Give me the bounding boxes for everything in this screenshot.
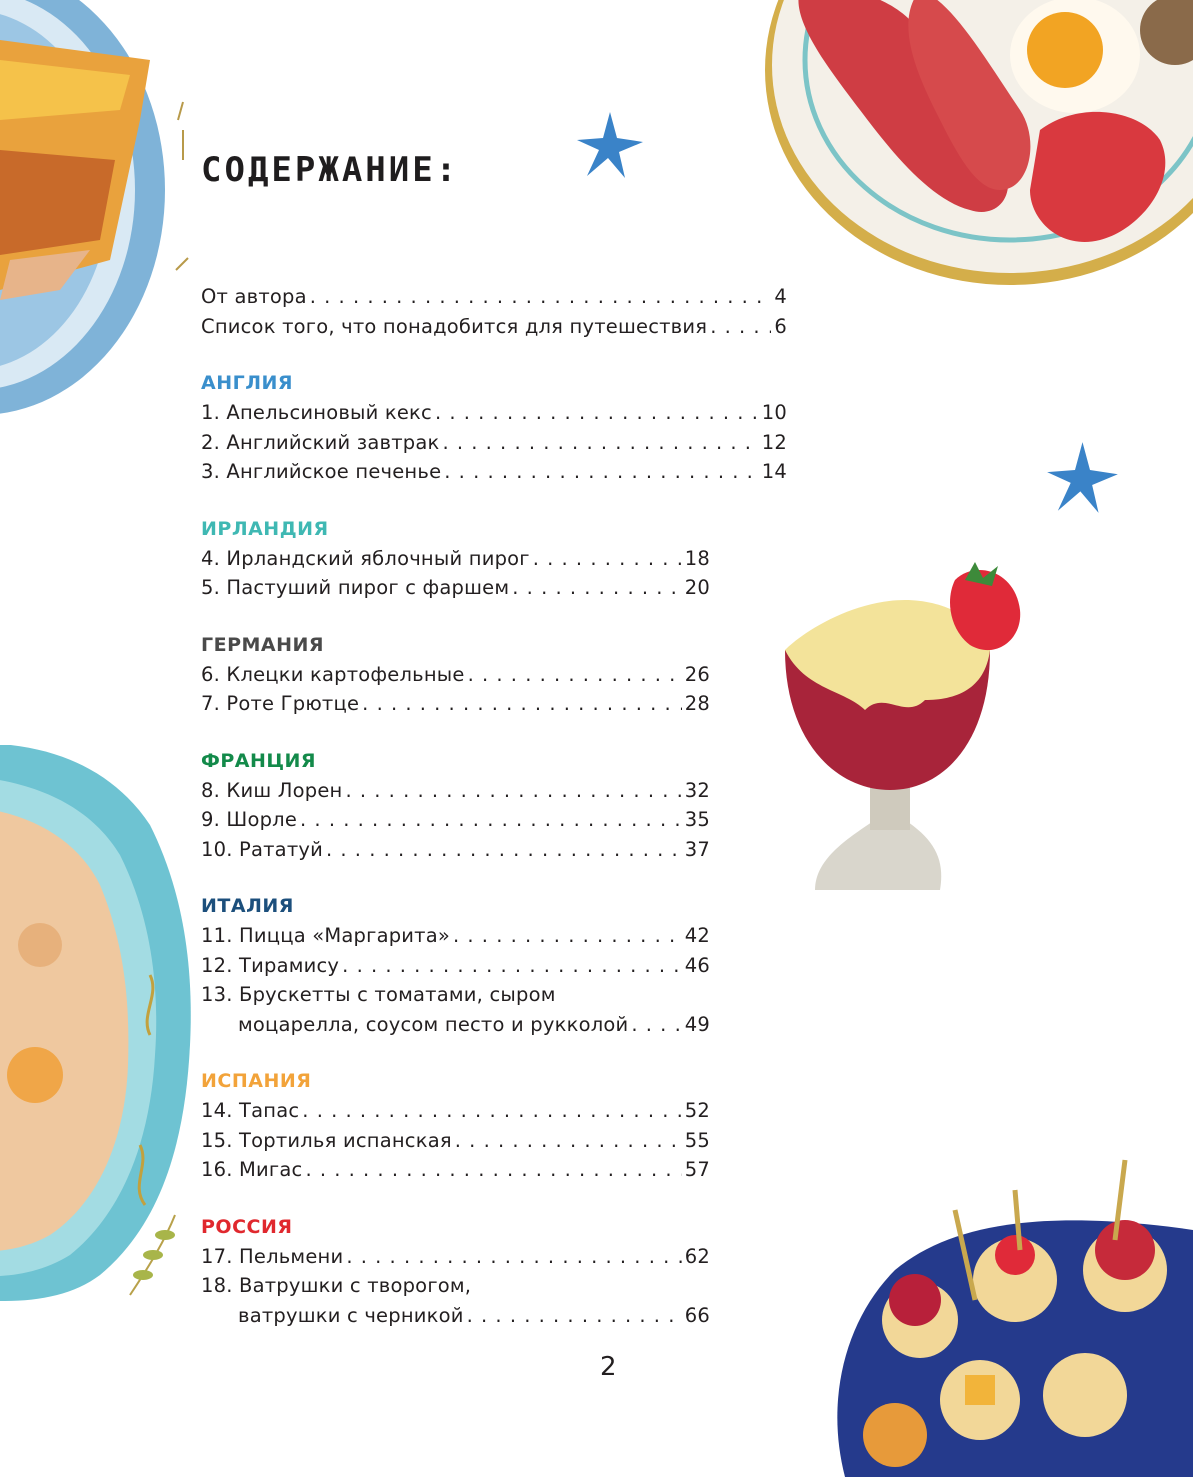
entry-title: 10. Рататуй xyxy=(201,837,323,861)
entry-page: 28 xyxy=(684,692,710,715)
entry-title: 5. Пастуший пирог с фаршем xyxy=(201,576,510,599)
toc-entry xyxy=(201,1155,710,1185)
entry-title: 12. Тирамису xyxy=(201,953,340,977)
canapes-plate-illustration xyxy=(815,1150,1193,1477)
entry-title: 6. Клецки картофельные xyxy=(201,662,465,686)
toc-section xyxy=(201,892,791,1039)
leader-dots xyxy=(442,428,758,458)
entry-title: 11. Пицца «Маргарита» xyxy=(201,924,451,947)
toc-entry xyxy=(201,1271,791,1301)
toc-entry xyxy=(201,398,787,428)
section-heading: ГЕРМАНИЯ xyxy=(201,633,325,656)
entry-page: 26 xyxy=(684,662,710,686)
toc-entry xyxy=(201,835,710,865)
page-number: 2 xyxy=(600,1352,617,1382)
breakfast-plate-illustration xyxy=(760,0,1193,290)
leader-dots xyxy=(453,921,682,951)
toc-entry xyxy=(201,660,710,690)
entry-title: 16. Мигас xyxy=(201,1158,303,1181)
entry-page: 18 xyxy=(684,546,710,570)
entry-title: моцарелла, соусом песто и рукколой xyxy=(238,1012,629,1036)
entry-page: 32 xyxy=(684,778,710,802)
entry-page: 14 xyxy=(761,460,787,483)
entry-title: 8. Киш Лорен xyxy=(201,778,343,802)
entry-page: 52 xyxy=(684,1099,710,1122)
leader-dots xyxy=(326,835,682,865)
entry-title: 2. Английский завтрак xyxy=(201,430,440,454)
section-heading: ФРАНЦИЯ xyxy=(201,749,317,772)
toc-entry xyxy=(201,776,710,806)
toc-section xyxy=(201,631,791,719)
section-heading: АНГЛИЯ xyxy=(201,372,294,394)
section-heading: ИРЛАНДИЯ xyxy=(201,517,329,540)
entry-title: 9. Шорле xyxy=(201,808,298,831)
toc-entry xyxy=(201,689,710,719)
leader-dots xyxy=(455,1126,682,1156)
entry-page: 66 xyxy=(684,1303,710,1327)
star-icon xyxy=(575,110,645,180)
entry-title: ватрушки с черникой xyxy=(238,1303,464,1327)
toc-section xyxy=(201,1213,791,1331)
entry-title: 14. Тапас xyxy=(201,1099,300,1122)
leader-dots xyxy=(342,951,682,981)
leader-dots xyxy=(346,1242,681,1272)
section-heading: РОССИЯ xyxy=(201,1215,293,1238)
section-heading: ИСПАНИЯ xyxy=(201,1070,312,1092)
entry-title: 18. Ватрушки с творогом, xyxy=(201,1274,472,1297)
leader-dots xyxy=(512,573,682,603)
dessert-glass-illustration xyxy=(765,560,1025,910)
entry-page: 55 xyxy=(684,1128,710,1152)
toc-entry: От автора . . . 4 xyxy=(201,282,787,312)
toc-sections xyxy=(201,369,791,1330)
toc-entry xyxy=(201,951,710,981)
toc-entry xyxy=(201,1242,710,1272)
leader-dots xyxy=(631,1010,681,1040)
toc-entry xyxy=(201,1010,710,1040)
toc-entry xyxy=(201,805,710,835)
entry-page: 62 xyxy=(684,1244,710,1268)
pie-plate-illustration-top-left xyxy=(0,0,190,430)
entry-page: 10 xyxy=(761,401,787,424)
toc-entry xyxy=(201,921,710,951)
toc-entry xyxy=(201,1301,710,1331)
entry-page: 57 xyxy=(684,1158,710,1181)
toc-entry xyxy=(201,1126,710,1156)
toc-section xyxy=(201,1067,791,1185)
entry-title: 1. Апельсиновый кекс xyxy=(201,401,432,424)
entry-page: 12 xyxy=(761,430,787,454)
entry-page: 37 xyxy=(684,837,710,861)
entry-page: 42 xyxy=(684,924,710,947)
toc-entry xyxy=(201,573,710,603)
toc-entry xyxy=(201,457,787,487)
toc-section xyxy=(201,369,791,487)
toc-entry xyxy=(201,980,791,1010)
leader-dots xyxy=(302,1096,681,1126)
entry-page: 46 xyxy=(684,953,710,977)
entry-title: 15. Тортилья испанская xyxy=(201,1128,452,1152)
leader-dots xyxy=(362,689,682,719)
toc-entry xyxy=(201,544,710,574)
table-of-contents xyxy=(201,282,791,1330)
entry-page: 35 xyxy=(684,808,710,831)
leader-dots xyxy=(345,776,681,806)
toc-intro xyxy=(201,282,791,341)
page-title: СОДЕРЖАНИЕ: xyxy=(201,150,460,190)
toc-section xyxy=(201,747,791,865)
entry-title: 3. Английское печенье xyxy=(201,460,442,483)
toc-entry xyxy=(201,1096,710,1126)
entry-title: 17. Пельмени xyxy=(201,1244,344,1268)
leader-dots xyxy=(435,398,759,428)
leader-dots xyxy=(444,457,759,487)
entry-title: 7. Роте Грютце xyxy=(201,692,360,715)
toc-section xyxy=(201,515,791,603)
leader-dots xyxy=(533,544,682,574)
entry-page: 20 xyxy=(684,576,710,599)
leader-dots xyxy=(305,1155,681,1185)
entry-page: 49 xyxy=(684,1012,710,1036)
leader-dots xyxy=(468,660,682,690)
toc-entry: Список того, что понадобится для путешествия . . . 6 xyxy=(201,312,787,342)
leader-dots xyxy=(467,1301,682,1331)
toc-entry xyxy=(201,428,787,458)
section-heading: ИТАЛИЯ xyxy=(201,895,294,917)
leaf-sprig-icon xyxy=(125,1210,185,1300)
entry-title: 13. Брускетты с томатами, сыром xyxy=(201,983,556,1006)
entry-title: 4. Ирландский яблочный пирог xyxy=(201,546,530,570)
leader-dots xyxy=(300,805,682,835)
star-icon xyxy=(1045,440,1120,515)
